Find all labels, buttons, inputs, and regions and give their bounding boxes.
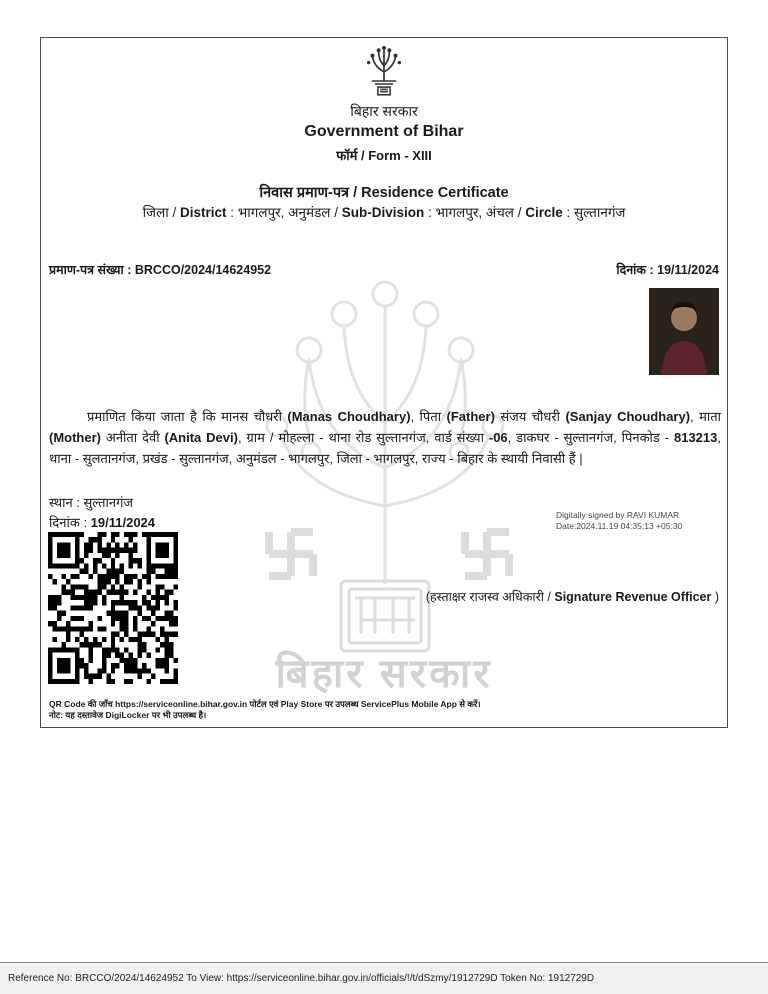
place-line: स्थान : सुल्तानगंज bbox=[49, 495, 134, 510]
bihar-emblem-icon bbox=[41, 44, 727, 98]
applicant-photo bbox=[649, 288, 719, 375]
digital-signature bbox=[556, 510, 682, 532]
emblem-caption: बिहार सरकार bbox=[350, 103, 418, 119]
footer-reference: Reference No: BRCCO/2024/14624952 To View: https://serviceonline.bihar.gov.in/officials/!/t/dSzmy/1912729D Token No: 1912729D bbox=[8, 973, 595, 984]
signature-label: (हस्ताक्षर राजस्व अधिकारी / Signature Revenue Officer ) bbox=[425, 590, 719, 604]
watermark-text: बिहार सरकार bbox=[275, 652, 493, 696]
page-footer bbox=[0, 962, 768, 994]
certificate bbox=[40, 37, 728, 728]
district-line: जिला / District : भागलपुर, अनुमंडल / Sub-Division : भागलपुर, अंचल / Circle : सुल्तानगंज bbox=[142, 205, 626, 220]
qr-note: QR Code की जाँच https://serviceonline.bihar.gov.in पोर्टल एवं Play Store पर उपलब्ध ServicePlus Mobile App से करें। bbox=[49, 699, 481, 709]
qr-code bbox=[48, 532, 178, 684]
date-line: दिनांक : 19/11/2024 bbox=[49, 515, 156, 530]
government-title: Government of Bihar bbox=[304, 123, 464, 140]
certificate-title: निवास प्रमाण-पत्र / Residence Certificate bbox=[259, 185, 509, 201]
digital-signature-line2: Date:2024.11.19 04:35:13 +05:30 bbox=[556, 521, 683, 531]
digilocker-note: नोट: यह दस्तावेज DigiLocker पर भी उपलब्ध है। bbox=[49, 710, 207, 720]
form-number: फॉर्म / Form - XIII bbox=[336, 148, 432, 163]
certificate-number: प्रमाण-पत्र संख्या : BRCCO/2024/14624952 bbox=[49, 263, 272, 277]
issue-date: दिनांक : 19/11/2024 bbox=[616, 263, 719, 277]
certificate-body: प्रमाणित किया जाता है कि मानस चौधरी (Manas Choudhary), पिता (Father) संजय चौधरी (Sanjay Choudhary), माता (Mother) अनीता देवी (Anita Devi), ग्राम / मोहल्ला - थाना रोड सुल्तानगंज, वार्ड संख्या -06, डाकघर - सुल्तानगंज, पिनकोड - 813213, थाना - सुलतानगंज, प्रखंड - सुल्तानगंज, अनुमंडल - भागलपुर, जिला - भागलपुर, राज्य - बिहार के स्थायी निवासी हैं | bbox=[49, 409, 721, 466]
digital-signature-line1: Digitally signed by RAVI KUMAR bbox=[556, 510, 680, 520]
